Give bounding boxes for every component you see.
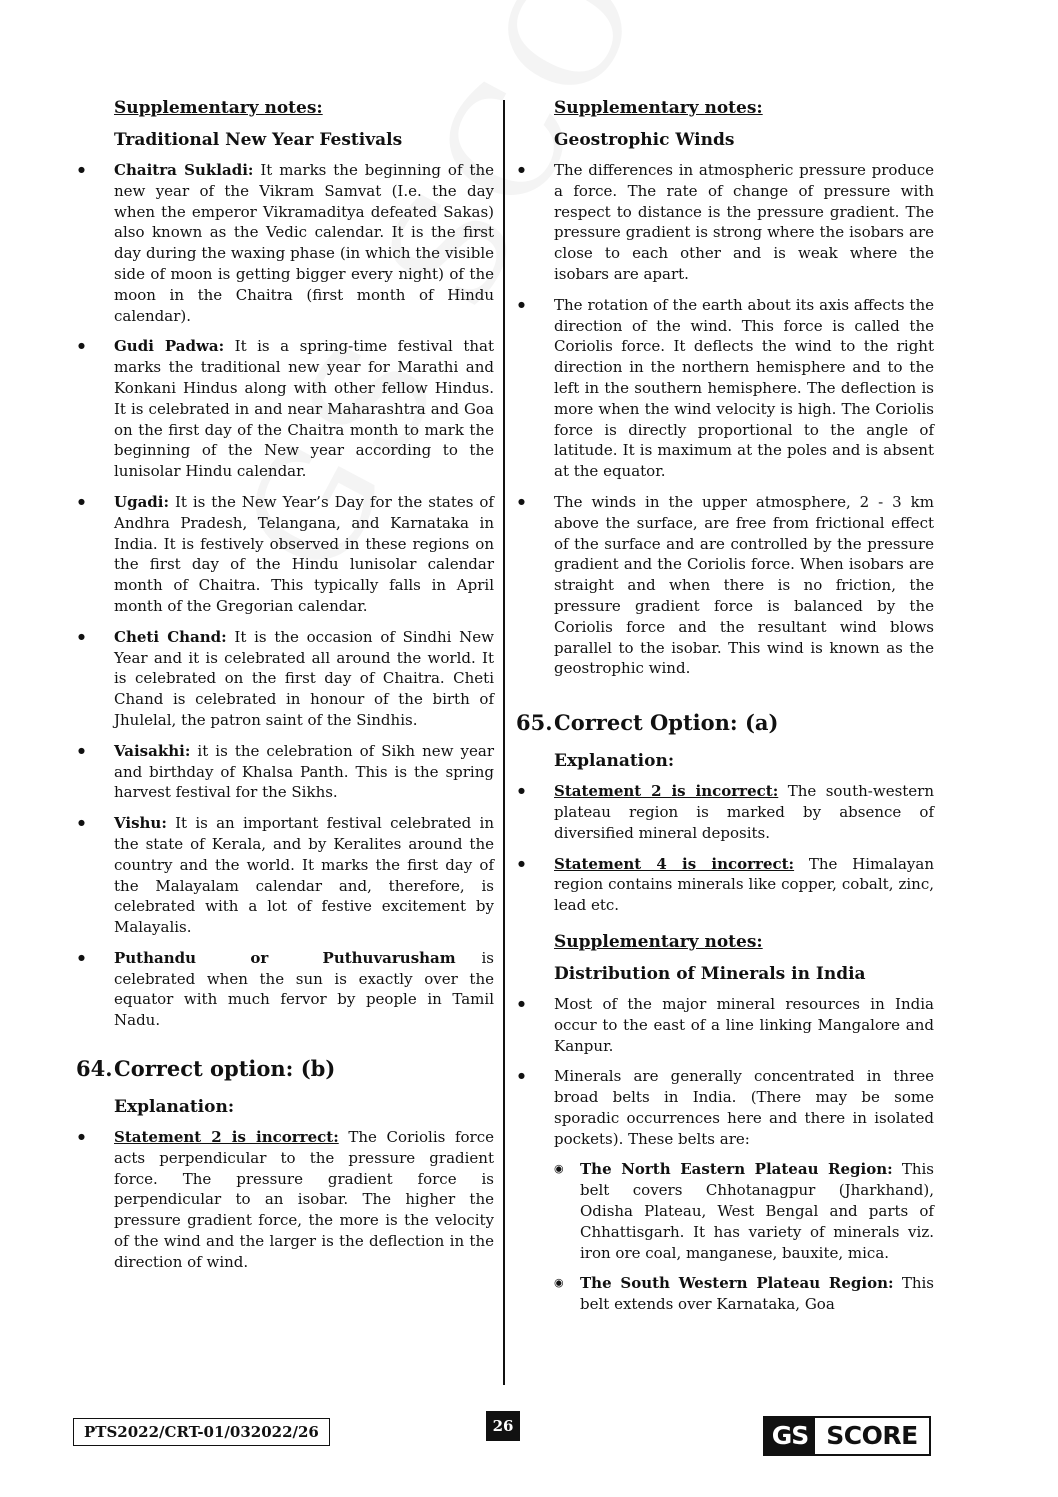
list-item: ● Statement 2 is incorrect: The south-western plateau region is marked by absence of diversified mineral deposits. [516, 781, 934, 843]
minerals-list [516, 994, 934, 1150]
list-item: ● Statement 4 is incorrect: The Himalayan region contains minerals like copper, cobalt, zinc, lead etc. [516, 854, 934, 916]
explanation-heading: Explanation: [554, 751, 675, 772]
page-number: 26 [486, 1411, 520, 1441]
festival-list [76, 160, 494, 1031]
mineral-belts-list [516, 1159, 934, 1315]
geostrophic-list [516, 160, 934, 679]
list-item: ● Gudi Padwa: It is a spring-time festival that marks the traditional new year for Marathi and Konkani Hindus along with other fellow Hindus. It is celebrated in and near Maharashtra and Goa on the first day of the Chaitra month to mark the beginning of the New year according to the lunisolar Hindu calendar. [76, 336, 494, 482]
list-item: ● Chaitra Sukladi: It marks the beginning of the new year of the Vikram Samvat (I.e. the day when the emperor Vikramaditya defeated Sakas) also known as the Vedic calendar. It is the first day during the waxing phase (in which the visible side of moon is getting bigger every night) of the moon in the Chaitra (first month of Hindu calendar). [76, 160, 494, 326]
list-item: ◉ The South Western Plateau Region: This belt extends over Karnataka, Goa [554, 1273, 934, 1315]
question-64-heading: 64.Correct option: (b) [76, 1056, 336, 1082]
list-item: ● The differences in atmospheric pressure produce a force. The rate of change of pressure with respect to distance is the pressure gradient. The pressure gradient is strong where the isobars are close to each other and is weak where the isobars are apart. [516, 160, 934, 285]
supplementary-notes-heading: Supplementary notes: [554, 931, 763, 952]
list-item: ● Most of the major mineral resources in India occur to the east of a line linking Mangalore and Kanpur. [516, 994, 934, 1056]
explanation-list [76, 1127, 494, 1273]
list-item: ● Minerals are generally concentrated in three broad belts in India. (There may be some sporadic occurrences here and there in isolated pockets). These belts are: [516, 1066, 934, 1149]
section-heading: Geostrophic Winds [554, 130, 735, 150]
list-item: ◉ The North Eastern Plateau Region: This belt covers Chhotanagpur (Jharkhand), Odisha Plateau, West Bengal and parts of Chhattisgarh. It has variety of minerals viz. iron ore coal, manganese, bauxite, mica. [554, 1159, 934, 1263]
section-heading: Distribution of Minerals in India [554, 963, 866, 984]
list-item: ● The rotation of the earth about its axis affects the direction of the wind. This force is called the Coriolis force. It deflects the wind to the right direction in the northern hemisphere and to the left in the southern hemisphere. The deflection is more when the wind velocity is high. The Coriolis force is directly proportional to the angle of latitude. It is maximum at the poles and is absent at the equator. [516, 295, 934, 482]
list-item: ● Ugadi: It is the New Year’s Day for the states of Andhra Pradesh, Telangana, and Karnataka in India. It is festively observed in these regions on the first day of the Hindu lunisolar calendar month of Chaitra. This typically falls in April month of the Gregorian calendar. [76, 492, 494, 617]
gs-score-logo [763, 1416, 931, 1456]
column-divider [503, 100, 505, 1385]
list-item: ● Cheti Chand: It is the occasion of Sindhi New Year and it is celebrated all around the world. It is celebrated on the first day of Chaitra. Cheti Chand is celebrated in honour of the birth of Jhulelal, the patron saint of the Sindhis. [76, 627, 494, 731]
list-item: ● Statement 2 is incorrect: The Coriolis force acts perpendicular to the pressure gradient force. The pressure gradient force is perpendicular to an isobar. The higher the pressure gradient force, the more is the velocity of the wind and the larger is the deflection in the direction of wind. [76, 1127, 494, 1273]
supplementary-notes-heading: Supplementary notes: [554, 98, 763, 118]
list-item: ● Vishu: It is an important festival celebrated in the state of Kerala, and by Keralites around the country and the world. It marks the first day of the Malayalam calendar and, therefore, is celebrated with a lot of festive excitement by Malayalis. [76, 813, 494, 938]
explanation-list [516, 781, 934, 916]
right-column [516, 96, 934, 1325]
question-65-heading: 65.Correct Option: (a) [516, 710, 779, 736]
document-code: PTS2022/CRT-01/032022/26 [73, 1418, 330, 1446]
supplementary-notes-heading: Supplementary notes: [114, 98, 323, 118]
list-item: ● The winds in the upper atmosphere, 2 - 3 km above the surface, are free from frictional effect of the surface and are controlled by the pressure gradient and the Coriolis force. When isobars are straight and when there is no friction, the pressure gradient force is balanced by the Coriolis force and the resultant wind blows parallel to the isobar. This wind is known as the geostrophic wind. [516, 492, 934, 679]
left-column [76, 96, 494, 1283]
list-item: ● Puthandu or Puthuvarusham is celebrated when the sun is exactly over the equator with much fervor by people in Tamil Nadu. [76, 948, 494, 1031]
section-heading: Traditional New Year Festivals [114, 130, 403, 150]
logo-score: SCORE [826, 1421, 918, 1450]
explanation-heading: Explanation: [114, 1097, 235, 1118]
logo-gs: GS [765, 1418, 815, 1454]
list-item: ● Vaisakhi: it is the celebration of Sikh new year and birthday of Khalsa Panth. This is the spring harvest festival for the Sikhs. [76, 741, 494, 803]
